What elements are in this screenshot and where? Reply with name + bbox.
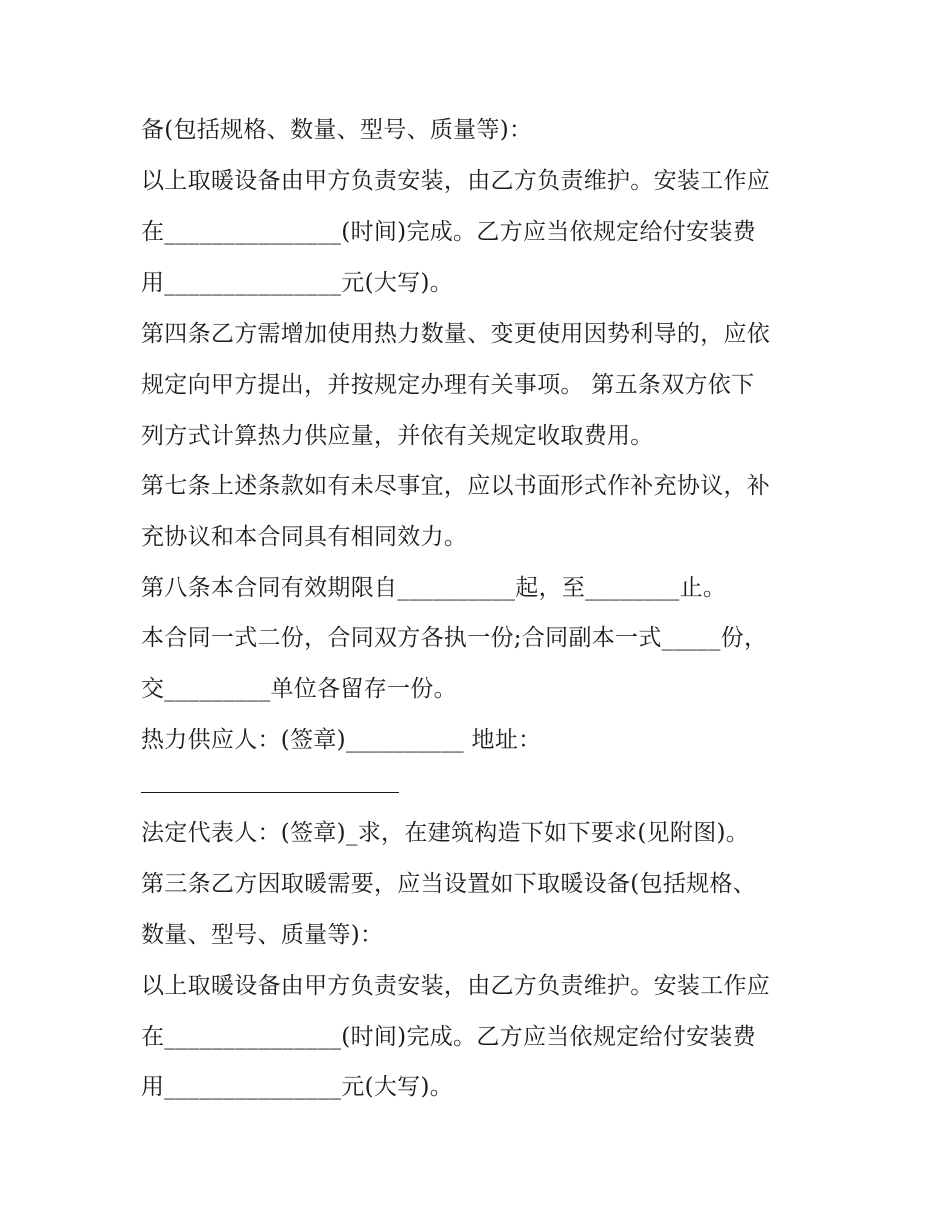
text-line: 规定向甲方提出，并按规定办理有关事项。 第五条双方依下 xyxy=(141,372,755,398)
text-line: 本合同一式二份，合同双方各执一份;合同副本一式_____份， xyxy=(141,625,768,651)
text-line: 以上取暖设备由甲方负责安装，由乙方负责维护。安装工作应 xyxy=(141,973,771,999)
text-line: 第四条乙方需增加使用热力数量、变更使用因势利导的，应依 xyxy=(141,321,771,347)
text-line: 第三条乙方因取暖需要，应当设置如下取暖设备(包括规格、 xyxy=(141,871,757,897)
text-line: 以上取暖设备由甲方负责安装，由乙方负责维护。安装工作应 xyxy=(141,168,771,194)
text-line: 列方式计算热力供应量，并依有关规定收取费用。 xyxy=(141,423,654,449)
text-line: 第七条上述条款如有未尽事宜，应以书面形式作补充协议，补 xyxy=(141,473,771,499)
text-line: 在_______________(时间)完成。乙方应当依规定给付安装费 xyxy=(141,1024,756,1050)
text-line: 备(包括规格、数量、型号、质量等)： xyxy=(141,117,533,143)
text-line: 充协议和本合同具有相同效力。 xyxy=(141,524,468,550)
signature-blank-line xyxy=(141,792,399,793)
text-line: 在_______________(时间)完成。乙方应当依规定给付安装费 xyxy=(141,219,756,245)
text-line: 用_______________元(大写)。 xyxy=(141,270,454,296)
text-line: 数量、型号、质量等)： xyxy=(141,922,384,948)
text-line: 交_________单位各留存一份。 xyxy=(141,676,457,702)
text-line: 第八条本合同有效期限自__________起，至________止。 xyxy=(141,575,727,601)
text-line: 用_______________元(大写)。 xyxy=(141,1074,454,1100)
text-line: 法定代表人：(签章)_求，在建筑构造下如下要求(见附图)。 xyxy=(141,820,750,846)
text-line: 热力供应人：(签章)__________ 地址： xyxy=(141,727,542,753)
